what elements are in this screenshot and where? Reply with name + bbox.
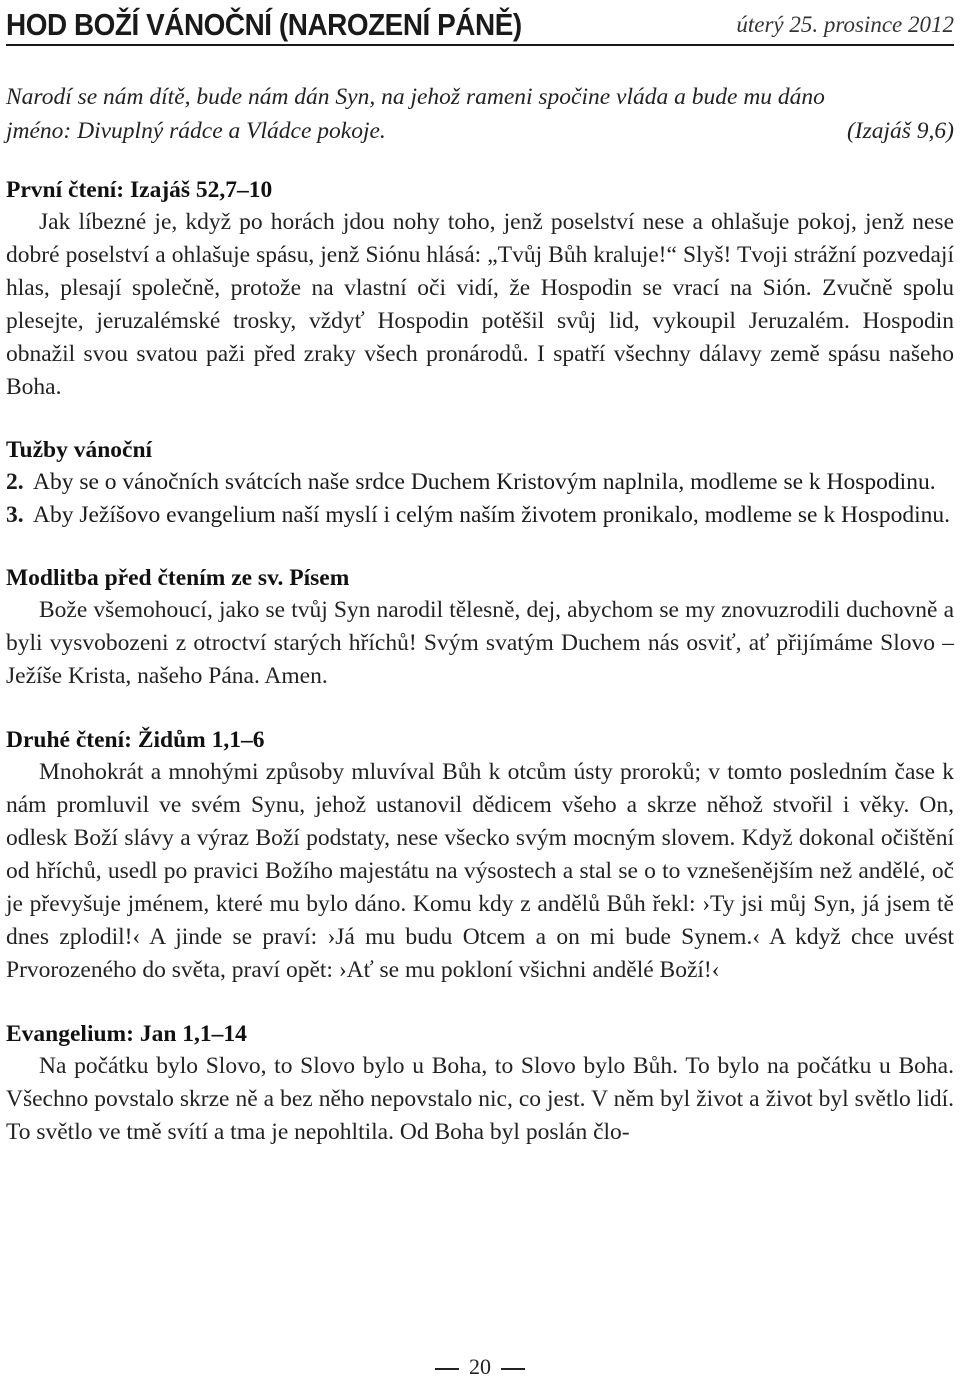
page-number: 20: [469, 1354, 491, 1379]
first-reading-section: [6, 174, 954, 404]
intro-reference: (Izajáš 9,6): [846, 118, 954, 144]
gospel-heading: Evangelium: Jan 1,1–14: [6, 1021, 247, 1047]
intro-line-1: Narodí se nám dítě, bude nám dán Syn, na jehož rameni spočine vláda a bude mu dáno: [6, 84, 825, 110]
wish-number: 2.: [6, 469, 24, 495]
page-footer: [0, 1355, 960, 1379]
first-reading-text: Jak líbezné je, když po horách jdou nohy toho, jenž poselství nese a ohlašuje pokoj, jenž nese dobré poselství a ohlašuje spásu, jenž Siónu hlásá: „Tvůj Bůh kraluje!“ Slyš! Tvoji strážní pozvedají hlas, plesají společně, protože na vlastní oči vidí, že Hospodin se vrací na Sión. Zvučně spolu plesejte, jeruzalémské trosky, vždyť Hospodin potěšil svůj lid, vykoupil Jeruzalém. Hospodin obnažil svou svatou paži před zraky všech pronárodů. I spatří všechny dálavy země spásu našeho Boha.: [6, 209, 954, 400]
second-reading-section: [6, 724, 954, 987]
wish-number: 3.: [6, 502, 24, 528]
gospel-text: Na počátku bylo Slovo, to Slovo bylo u Boha, to Slovo bylo Bůh. To bylo na počátku u Boha. Všechno povstalo skrze ně a bez něho nepovstalo nic, co jest. V něm byl život a život byl světlo lidí. To světlo ve tmě svítí a tma je nepohltila. Od Boha byl poslán člo-: [6, 1053, 954, 1145]
intro-verse: [6, 80, 954, 148]
second-reading-text: Mnohokrát a mnohými způsoby mluvíval Bůh k otcům ústy proroků; v tomto posledním čase k nám promluvil ve svém Synu, jehož ustanovil dědicem všeho a skrze něhož stvořil i věky. On, odlesk Boží slávy a výraz Boží podstaty, nese všecko svým mocným slovem. Když dokonal očištění od hříchů, usedl po pravici Božího majestátu na výsostech a stal se o to vznešenějším než andělé, oč je převyšuje jménem, které mu bylo dáno. Komu kdy z andělů Bůh řekl: ›Ty jsi můj Syn, já jsem tě dnes zplodil!‹ A jinde se praví: ›Já mu budu Otcem a on mi bude Synem.‹ A když chce uvést Prvorozeného do světa, praví opět: ›Ať se mu pokloní všichni andělé Boží!‹: [6, 759, 954, 983]
intro-line-2: jméno: Divuplný rádce a Vládce pokoje.: [6, 118, 386, 144]
wish-item: [6, 466, 954, 499]
page-date: úterý 25. prosince 2012: [736, 12, 954, 37]
wishes-heading: Tužby vánoční: [6, 437, 153, 463]
page-header: [6, 0, 954, 46]
prayer-section: [6, 562, 954, 693]
footer-dash-left: [435, 1368, 459, 1370]
prayer-heading: Modlitba před čtením ze sv. Písem: [6, 565, 350, 591]
first-reading-heading: První čtení: Izajáš 52,7–10: [6, 177, 273, 203]
second-reading-heading: Druhé čtení: Židům 1,1–6: [6, 727, 265, 753]
wishes-section: [6, 434, 954, 532]
page-title: HOD BOŽÍ VÁNOČNÍ (NAROZENÍ PÁNĚ): [6, 7, 522, 42]
intro-line-2-row: [6, 114, 954, 148]
wish-item: [6, 499, 954, 532]
wish-text: Aby Ježíšovo evangelium naší myslí i celým naším životem pronikalo, modleme se k Hospodinu.: [33, 502, 951, 528]
wish-text: Aby se o vánočních svátcích naše srdce Duchem Kristovým naplnila, modleme se k Hospodinu.: [33, 469, 936, 495]
prayer-text: Bože všemohoucí, jako se tvůj Syn narodil tělesně, dej, abychom se my znovuzrodili duchovně a byli vysvobozeni z otroctví starých hříchů! Svým svatým Duchem nás osviť, ať přijímáme Slovo – Ježíše Krista, našeho Pána. Amen.: [6, 597, 954, 689]
gospel-section: [6, 1018, 954, 1149]
footer-dash-right: [501, 1368, 525, 1370]
